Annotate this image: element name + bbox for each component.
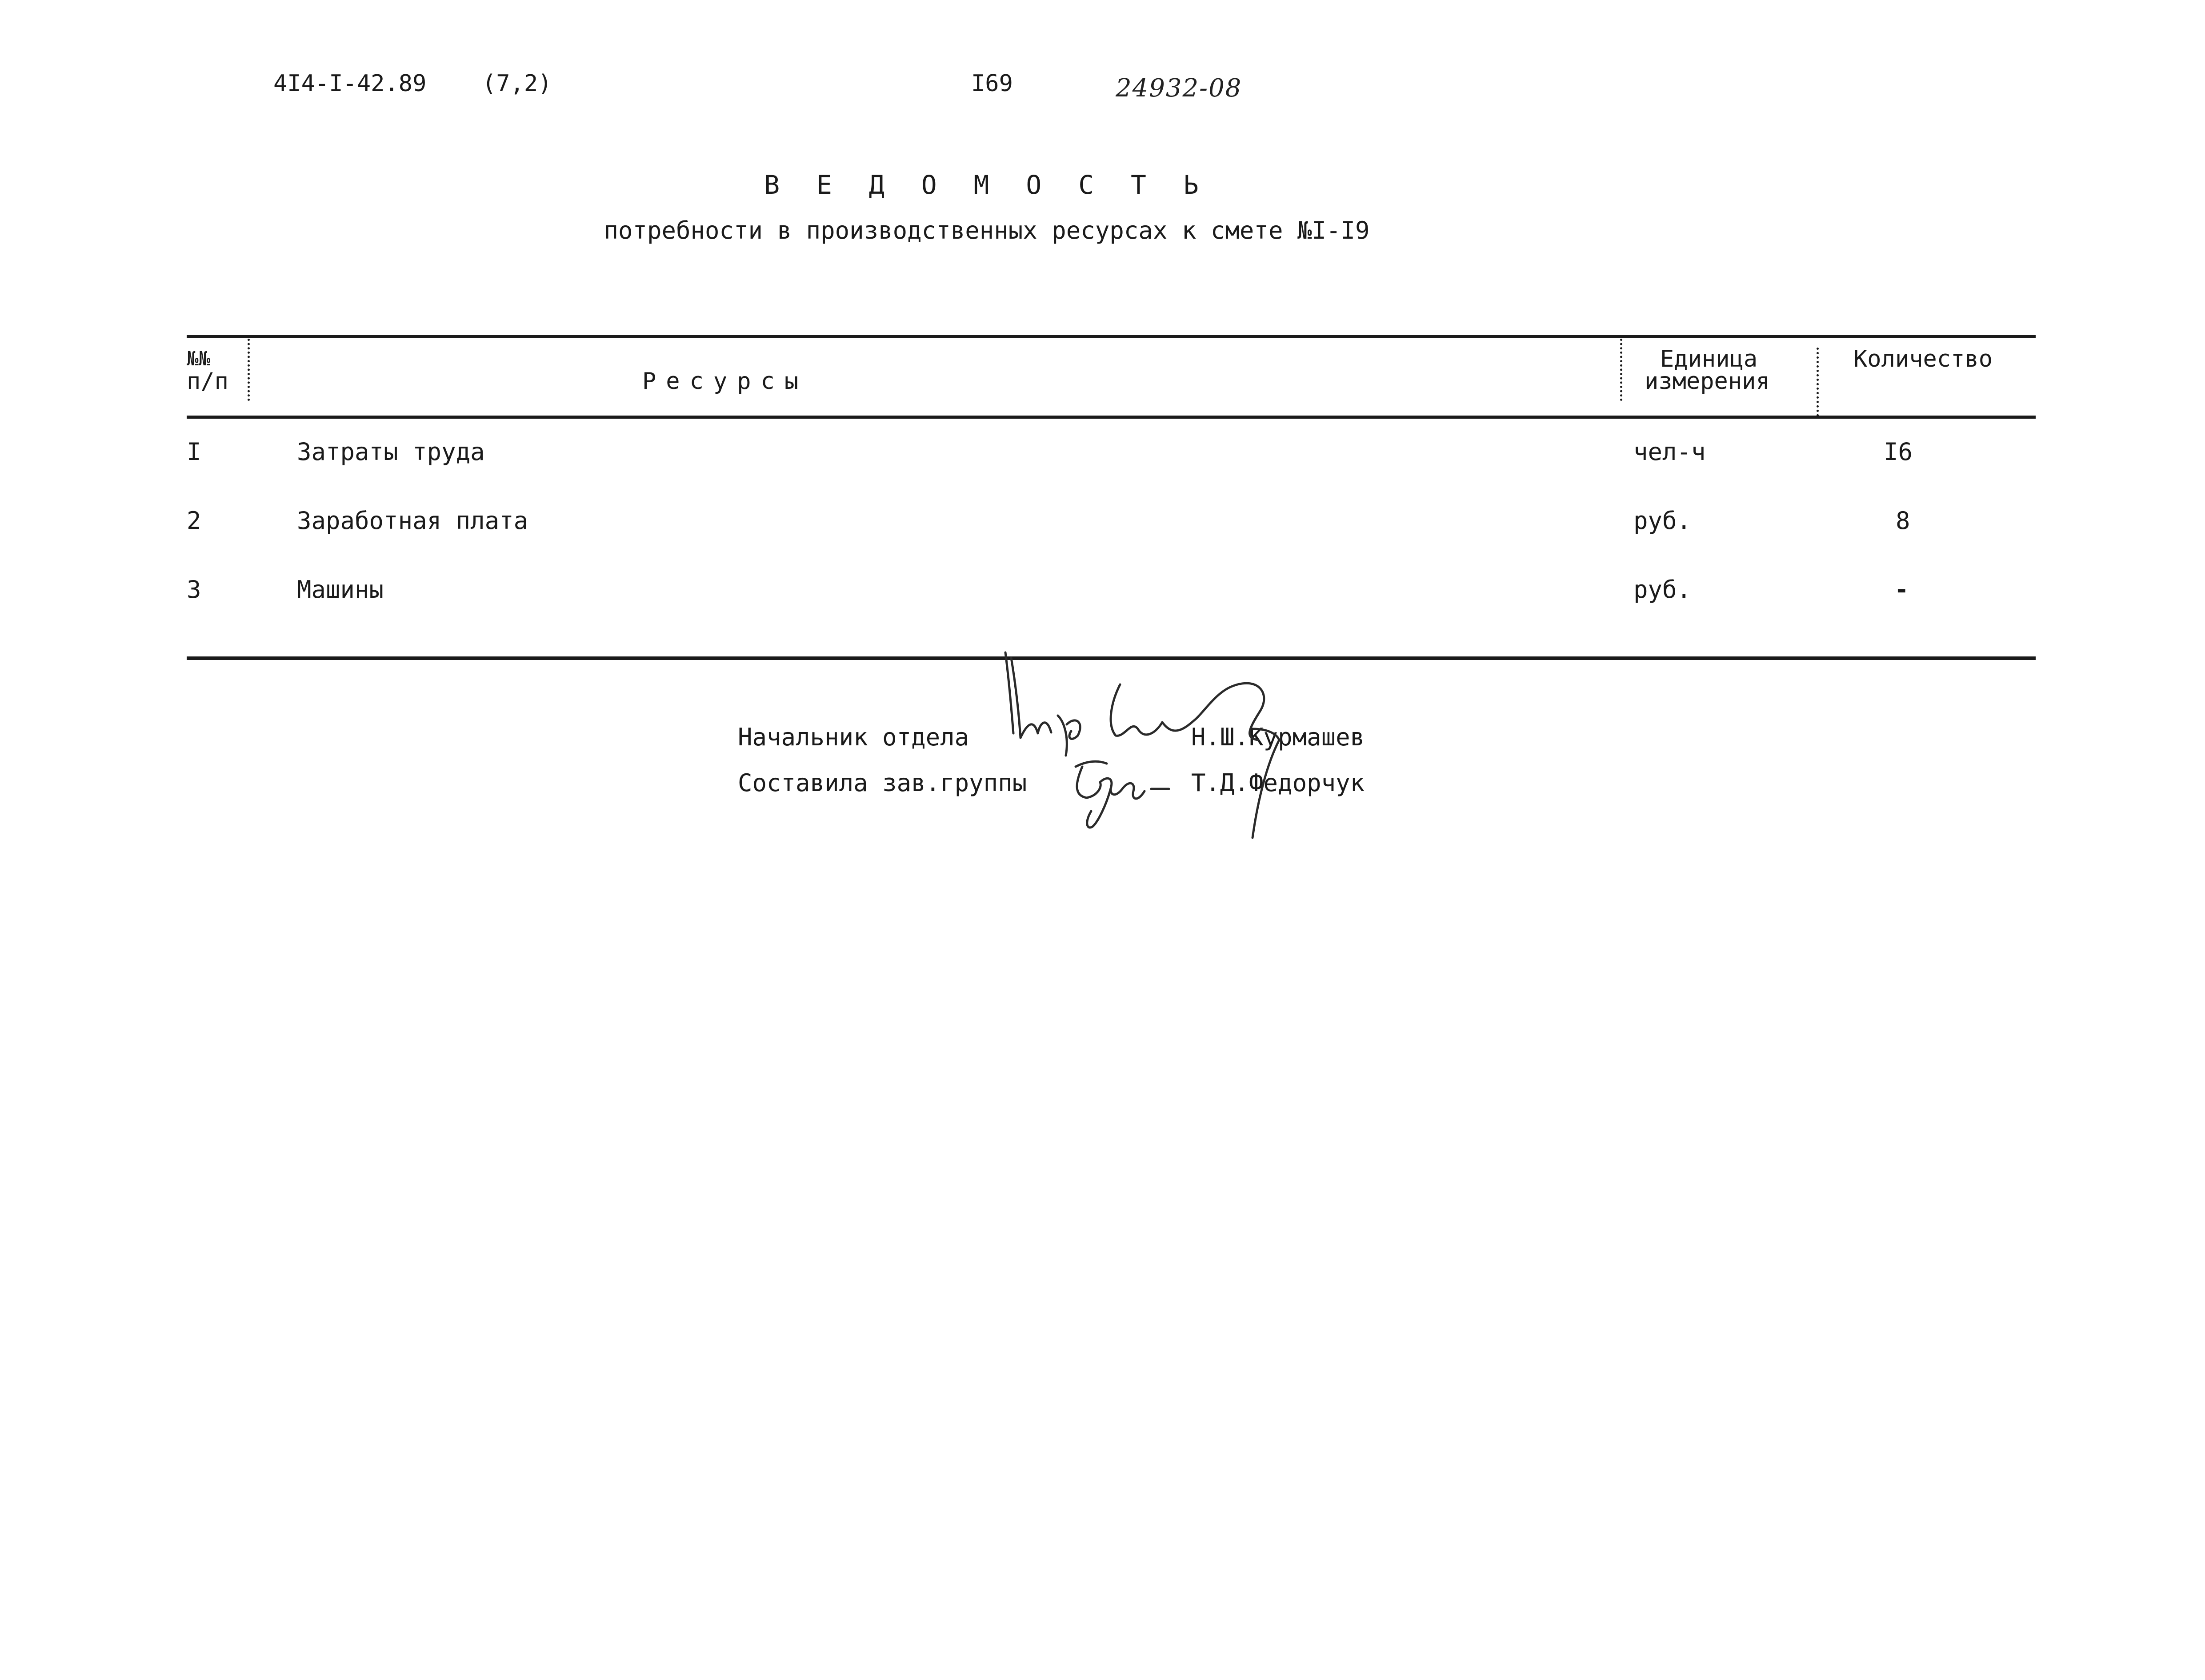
signature-head-of-department — [1005, 652, 1264, 756]
document-subtitle: потребности в производственных ресурсах к смете №I-I9 — [604, 216, 1370, 244]
row-quantity: - — [1894, 576, 1909, 604]
handwritten-number: 24932-08 — [1116, 74, 1242, 103]
signature-compiler — [1076, 729, 1279, 838]
row-resource: Заработная плата — [297, 507, 528, 535]
row-number: 2 — [187, 507, 201, 535]
signature-role: Начальник отдела — [738, 723, 969, 751]
document-code: 4I4-I-42.89 — [273, 70, 427, 97]
header-unit-line2: измерения — [1645, 368, 1770, 395]
header-unit-line1: Единица — [1660, 346, 1758, 372]
header-quantity: Количество — [1853, 346, 1993, 372]
row-number: 3 — [187, 576, 201, 604]
row-quantity: 8 — [1896, 507, 1910, 535]
row-resource: Затраты труда — [297, 438, 485, 466]
signature-role: Составила зав.группы — [738, 769, 1027, 797]
document-part: (7,2) — [482, 70, 552, 97]
row-unit: чел-ч — [1633, 438, 1706, 466]
signature-name: Н.Ш.Курмашев — [1191, 723, 1365, 751]
row-unit: руб. — [1633, 507, 1692, 535]
signature-name: Т.Д.Федорчук — [1191, 769, 1365, 797]
row-resource: Машины — [297, 576, 384, 604]
header-number-line2: п/п — [187, 368, 228, 395]
page-number: I69 — [971, 70, 1013, 97]
document-title: В Е Д О М О С Т Ь — [764, 170, 1209, 200]
row-quantity: I6 — [1884, 438, 1913, 466]
header-number-line1: №№ — [187, 348, 210, 370]
header-resources: Ресурсы — [642, 368, 808, 395]
row-unit: руб. — [1633, 576, 1692, 604]
row-number: I — [187, 438, 201, 466]
